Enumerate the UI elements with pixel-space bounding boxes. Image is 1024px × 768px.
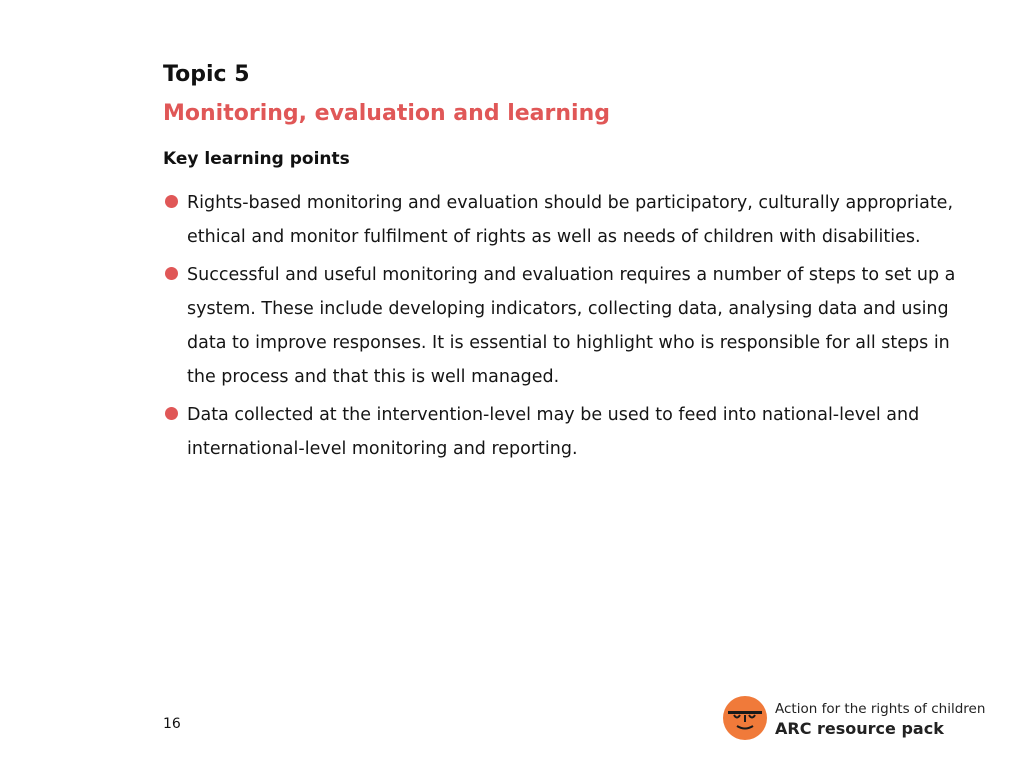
page-number: 16 [163, 716, 181, 732]
list-item [163, 258, 963, 394]
topic-subtitle: Monitoring, evaluation and learning [163, 101, 610, 126]
brand-footer [722, 695, 986, 743]
learning-points-list [163, 186, 963, 470]
arc-face-logo-icon [722, 695, 768, 741]
section-heading: Key learning points [163, 149, 350, 169]
bullet-icon [165, 267, 178, 280]
topic-title: Topic 5 [163, 62, 250, 87]
bullet-icon [165, 195, 178, 208]
bullet-icon [165, 407, 178, 420]
list-item-text: Successful and useful monitoring and evaluation requires a number of steps to set up a system. These include developing indicators, collecting data, analysing data and using data to improve responses. It is essential to highlight who is responsible for all steps in the process and that this is well managed. [187, 265, 956, 387]
list-item-text: Data collected at the intervention-level may be used to feed into national-level and international-level monitoring and reporting. [187, 405, 920, 459]
list-item-text: Rights-based monitoring and evaluation should be participatory, culturally appropriate, ethical and monitor fulfilment of rights as well as needs of children with disabilities. [187, 193, 954, 247]
brand-tagline: Action for the rights of children [775, 701, 986, 717]
list-item [163, 398, 963, 466]
brand-name: ARC resource pack [775, 719, 944, 738]
list-item [163, 186, 963, 254]
